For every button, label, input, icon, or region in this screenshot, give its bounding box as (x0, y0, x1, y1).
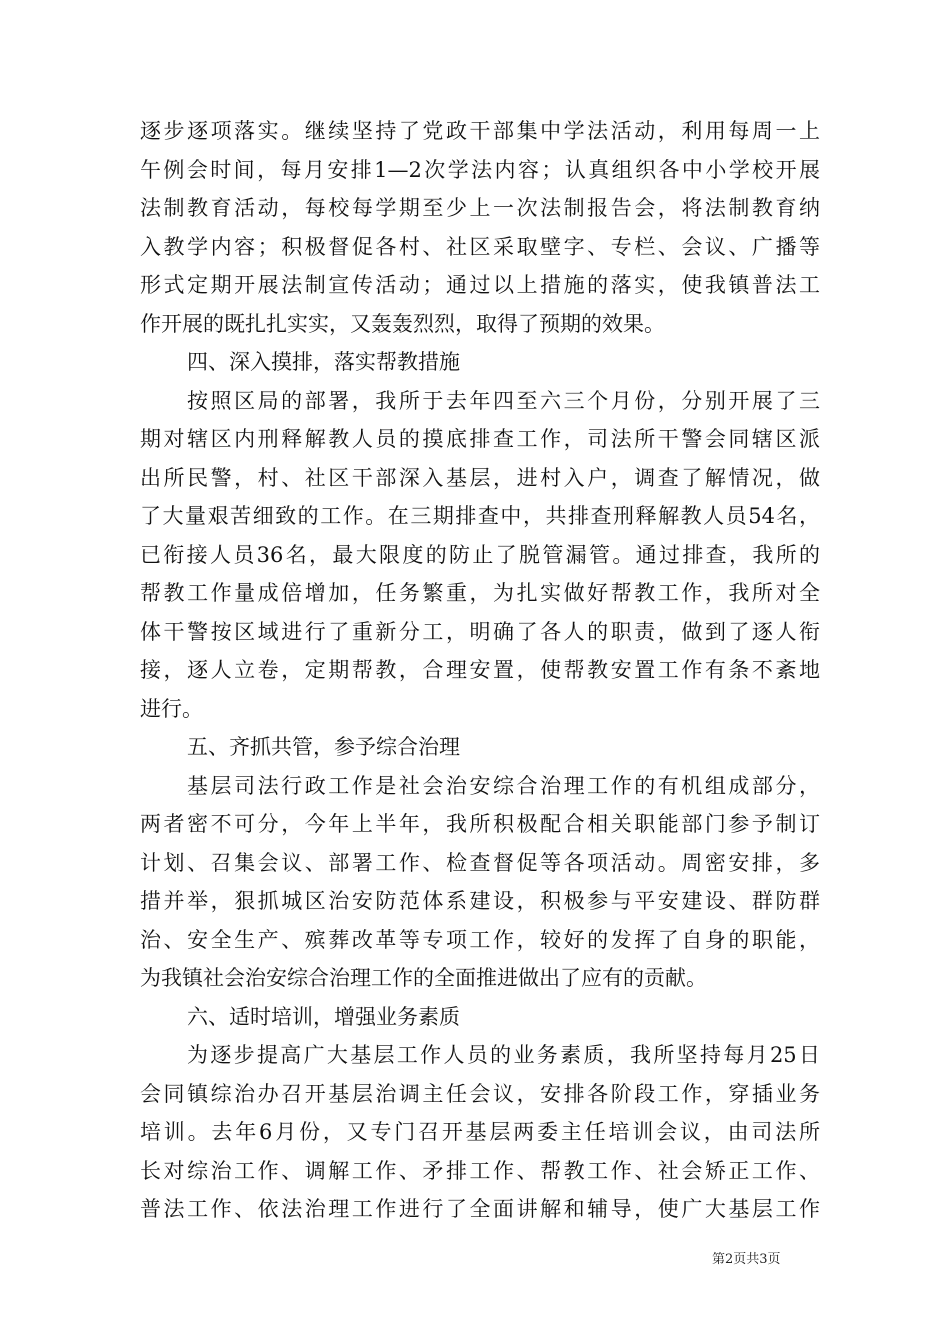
body-text-line: 逐步逐项落实。继续坚持了党政干部集中学法活动，利用每周一上 (140, 119, 820, 143)
body-text-line: 长对综治工作、调解工作、矛排工作、帮教工作、社会矫正工作、 (140, 1158, 820, 1183)
body-text-line: 基层司法行政工作是社会治安综合治理工作的有机组成部分， (187, 773, 820, 798)
section-heading: 六、适时培训，增强业务素质 (187, 1004, 460, 1029)
body-text-line: 两者密不可分，今年上半年，我所积极配合相关职能部门参予制订 (140, 812, 820, 836)
body-text-line: 培训。去年6月份，又专门召开基层两委主任培训会议，由司法所 (140, 1120, 820, 1144)
body-text-line: 接，逐人立卷，定期帮教，合理安置，使帮教安置工作有条不紊地 (140, 658, 820, 682)
body-text-line: 期对辖区内刑释解教人员的摸底排查工作，司法所干警会同辖区派 (140, 427, 820, 451)
body-text-line: 计划、召集会议、部署工作、检查督促等各项活动。周密安排，多 (140, 850, 820, 875)
body-text-line: 帮教工作量成倍增加，任务繁重，为扎实做好帮教工作，我所对全 (140, 581, 820, 605)
body-text-line: 体干警按区域进行了重新分工，明确了各人的职责，做到了逐人衔 (140, 619, 820, 644)
body-text-line: 已衔接人员36名，最大限度的防止了脱管漏管。通过排查，我所的 (140, 542, 820, 567)
body-text-line: 措并举，狠抓城区治安防范体系建设，积极参与平安建设、群防群 (140, 889, 820, 913)
body-text-line: 为我镇社会治安综合治理工作的全面推进做出了应有的贡献。 (140, 966, 707, 990)
document-body (140, 112, 820, 1229)
body-text-line: 出所民警，村、社区干部深入基层，进村入户，调查了解情况，做 (140, 465, 820, 490)
body-text-line: 了大量艰苦细致的工作。在三期排查中，共排查刑释解教人员54名， (140, 504, 820, 528)
body-text-line: 为逐步提高广大基层工作人员的业务素质，我所坚持每月25日 (187, 1043, 820, 1067)
body-text-line: 治、安全生产、殡葬改革等专项工作，较好的发挥了自身的职能， (140, 927, 820, 952)
body-text-line: 入教学内容；积极督促各村、社区采取壁字、专栏、会议、广播等 (140, 234, 820, 259)
body-text-line: 法制教育活动，每校每学期至少上一次法制报告会，将法制教育纳 (140, 196, 820, 220)
body-text-line: 午例会时间，每月安排1—2次学法内容；认真组织各中小学校开展 (140, 157, 820, 182)
section-heading: 四、深入摸排，落实帮教措施 (187, 350, 460, 374)
body-text-line: 普法工作、依法治理工作进行了全面讲解和辅导，使广大基层工作 (140, 1197, 820, 1221)
body-text-line: 会同镇综治办召开基层治调主任会议，安排各阶段工作，穿插业务 (140, 1081, 820, 1106)
section-heading: 五、齐抓共管，参予综合治理 (187, 735, 460, 759)
page-number: 第2页共3页 (712, 1252, 781, 1267)
body-text-line: 按照区局的部署，我所于去年四至六三个月份，分别开展了三 (187, 388, 820, 413)
body-text-line: 作开展的既扎扎实实，又轰轰烈烈，取得了预期的效果。 (140, 311, 665, 336)
body-text-line: 形式定期开展法制宣传活动；通过以上措施的落实，使我镇普法工 (140, 273, 820, 297)
body-text-line: 进行。 (140, 696, 203, 721)
